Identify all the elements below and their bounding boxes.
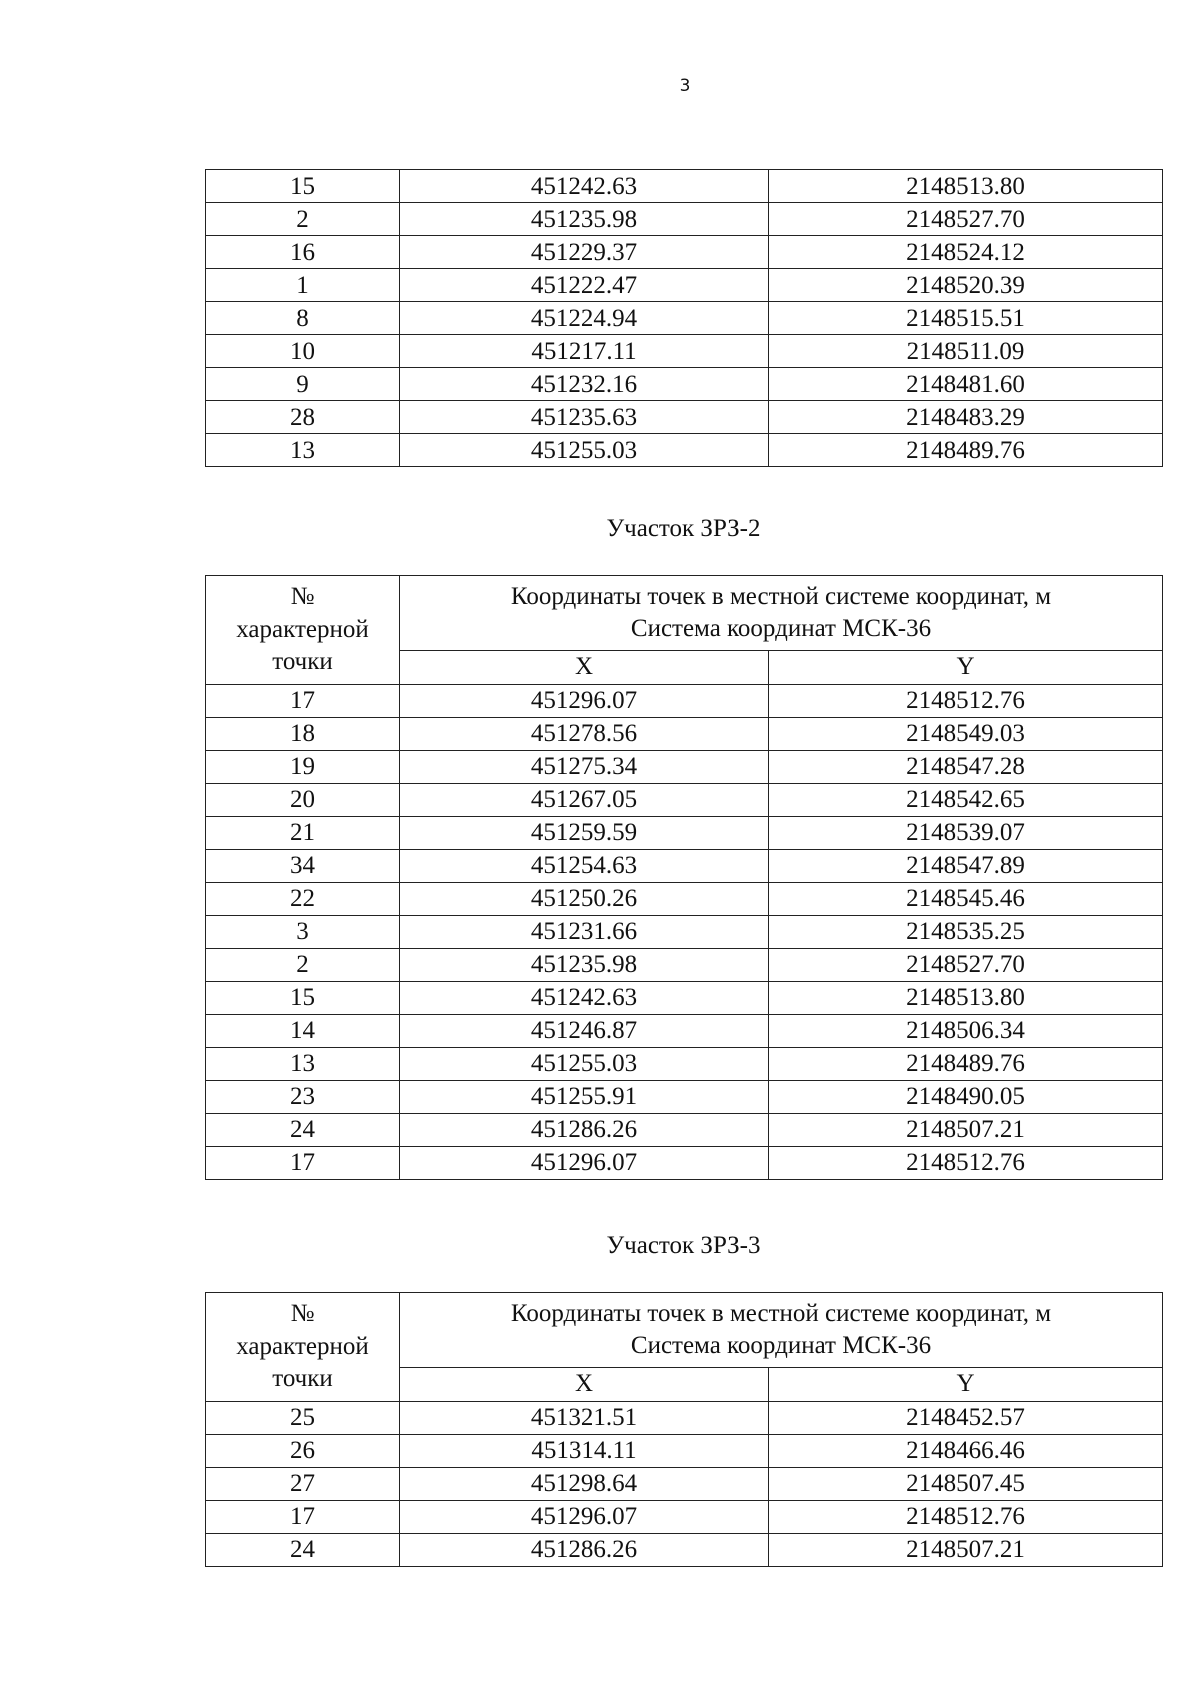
y-coordinate-cell: 2148507.21 bbox=[769, 1533, 1163, 1566]
y-coordinate-cell: 2148524.12 bbox=[769, 236, 1163, 269]
table-header bbox=[206, 576, 1163, 685]
table-row bbox=[206, 203, 1163, 236]
y-coordinate-cell: 2148545.46 bbox=[769, 882, 1163, 915]
point-number-cell: 22 bbox=[206, 882, 400, 915]
y-coordinate-cell: 2148520.39 bbox=[769, 269, 1163, 302]
y-coordinate-cell: 2148489.76 bbox=[769, 1047, 1163, 1080]
header-line: характерной bbox=[236, 615, 369, 643]
point-number-cell: 2 bbox=[206, 948, 400, 981]
y-coordinate-cell: 2148512.76 bbox=[769, 684, 1163, 717]
point-number-header bbox=[206, 576, 400, 685]
coordinates-table-zrz-3 bbox=[205, 1292, 1163, 1567]
y-coordinate-cell: 2148506.34 bbox=[769, 1014, 1163, 1047]
x-column-header: X bbox=[400, 651, 769, 685]
section-title-zrz-2: Участок ЗРЗ-2 bbox=[606, 515, 761, 542]
point-number-cell: 21 bbox=[206, 816, 400, 849]
table-row bbox=[206, 1014, 1163, 1047]
y-coordinate-cell: 2148507.21 bbox=[769, 1113, 1163, 1146]
point-number-cell: 1 bbox=[206, 269, 400, 302]
table-row bbox=[206, 1533, 1163, 1566]
point-number-cell: 14 bbox=[206, 1014, 400, 1047]
point-number-cell: 23 bbox=[206, 1080, 400, 1113]
table-row bbox=[206, 849, 1163, 882]
table-row bbox=[206, 816, 1163, 849]
x-coordinate-cell: 451242.63 bbox=[400, 170, 769, 203]
table-row bbox=[206, 915, 1163, 948]
x-coordinate-cell: 451246.87 bbox=[400, 1014, 769, 1047]
y-coordinate-cell: 2148512.76 bbox=[769, 1500, 1163, 1533]
x-coordinate-cell: 451286.26 bbox=[400, 1533, 769, 1566]
x-column-header: X bbox=[400, 1368, 769, 1402]
point-number-cell: 18 bbox=[206, 717, 400, 750]
y-coordinate-cell: 2148452.57 bbox=[769, 1401, 1163, 1434]
table-row bbox=[206, 981, 1163, 1014]
x-coordinate-cell: 451255.03 bbox=[400, 434, 769, 467]
header-line: точки bbox=[272, 1365, 333, 1392]
page-number: 3 bbox=[679, 76, 691, 96]
table-row bbox=[206, 1146, 1163, 1179]
y-coordinate-cell: 2148539.07 bbox=[769, 816, 1163, 849]
y-coordinate-cell: 2148515.51 bbox=[769, 302, 1163, 335]
table-body bbox=[206, 170, 1163, 467]
point-number-cell: 28 bbox=[206, 401, 400, 434]
point-number-cell: 27 bbox=[206, 1467, 400, 1500]
y-coordinate-cell: 2148481.60 bbox=[769, 368, 1163, 401]
header-line: № bbox=[290, 583, 315, 610]
x-coordinate-cell: 451217.11 bbox=[400, 335, 769, 368]
header-line: Координаты точек в местной системе координат, м bbox=[510, 582, 1052, 610]
x-coordinate-cell: 451255.03 bbox=[400, 1047, 769, 1080]
point-number-cell: 26 bbox=[206, 1434, 400, 1467]
point-number-cell: 17 bbox=[206, 1146, 400, 1179]
point-number-cell: 24 bbox=[206, 1533, 400, 1566]
y-coordinate-cell: 2148527.70 bbox=[769, 948, 1163, 981]
x-coordinate-cell: 451224.94 bbox=[400, 302, 769, 335]
x-coordinate-cell: 451314.11 bbox=[400, 1434, 769, 1467]
point-number-cell: 15 bbox=[206, 170, 400, 203]
y-coordinate-cell: 2148490.05 bbox=[769, 1080, 1163, 1113]
table-body bbox=[206, 1401, 1163, 1566]
table-row bbox=[206, 1047, 1163, 1080]
x-coordinate-cell: 451259.59 bbox=[400, 816, 769, 849]
y-coordinate-cell: 2148535.25 bbox=[769, 915, 1163, 948]
x-coordinate-cell: 451229.37 bbox=[400, 236, 769, 269]
point-number-cell: 2 bbox=[206, 203, 400, 236]
point-number-cell: 13 bbox=[206, 1047, 400, 1080]
table-row bbox=[206, 882, 1163, 915]
point-number-cell: 24 bbox=[206, 1113, 400, 1146]
x-coordinate-cell: 451296.07 bbox=[400, 684, 769, 717]
table-row bbox=[206, 684, 1163, 717]
point-number-cell: 9 bbox=[206, 368, 400, 401]
y-coordinate-cell: 2148489.76 bbox=[769, 434, 1163, 467]
x-coordinate-cell: 451267.05 bbox=[400, 783, 769, 816]
coordinates-header bbox=[400, 1293, 1163, 1368]
x-coordinate-cell: 451296.07 bbox=[400, 1500, 769, 1533]
table-row bbox=[206, 368, 1163, 401]
point-number-cell: 10 bbox=[206, 335, 400, 368]
header-line: Координаты точек в местной системе координат, м bbox=[510, 1299, 1052, 1327]
x-coordinate-cell: 451278.56 bbox=[400, 717, 769, 750]
point-number-cell: 15 bbox=[206, 981, 400, 1014]
coordinates-header bbox=[400, 576, 1163, 651]
x-coordinate-cell: 451222.47 bbox=[400, 269, 769, 302]
table-row bbox=[206, 717, 1163, 750]
y-coordinate-cell: 2148513.80 bbox=[769, 981, 1163, 1014]
table-row bbox=[206, 948, 1163, 981]
point-number-cell: 20 bbox=[206, 783, 400, 816]
table-row bbox=[206, 1113, 1163, 1146]
header-line: точки bbox=[272, 648, 333, 675]
coordinates-table-continued bbox=[205, 169, 1163, 467]
y-coordinate-cell: 2148527.70 bbox=[769, 203, 1163, 236]
header-line: характерной bbox=[236, 1332, 369, 1360]
y-coordinate-cell: 2148549.03 bbox=[769, 717, 1163, 750]
y-coordinate-cell: 2148507.45 bbox=[769, 1467, 1163, 1500]
point-number-cell: 3 bbox=[206, 915, 400, 948]
point-number-cell: 19 bbox=[206, 750, 400, 783]
x-coordinate-cell: 451286.26 bbox=[400, 1113, 769, 1146]
y-coordinate-cell: 2148547.28 bbox=[769, 750, 1163, 783]
point-number-cell: 17 bbox=[206, 684, 400, 717]
table-body bbox=[206, 684, 1163, 1179]
x-coordinate-cell: 451255.91 bbox=[400, 1080, 769, 1113]
x-coordinate-cell: 451242.63 bbox=[400, 981, 769, 1014]
table-row bbox=[206, 1434, 1163, 1467]
y-coordinate-cell: 2148512.76 bbox=[769, 1146, 1163, 1179]
header-line: Система координат МСК-36 bbox=[630, 615, 932, 642]
x-coordinate-cell: 451321.51 bbox=[400, 1401, 769, 1434]
table-row bbox=[206, 1080, 1163, 1113]
table-header bbox=[206, 1293, 1163, 1402]
table-row bbox=[206, 302, 1163, 335]
y-coordinate-cell: 2148547.89 bbox=[769, 849, 1163, 882]
table-row bbox=[206, 434, 1163, 467]
x-coordinate-cell: 451275.34 bbox=[400, 750, 769, 783]
table-row bbox=[206, 1500, 1163, 1533]
x-coordinate-cell: 451232.16 bbox=[400, 368, 769, 401]
x-coordinate-cell: 451296.07 bbox=[400, 1146, 769, 1179]
table-row bbox=[206, 269, 1163, 302]
table-row bbox=[206, 750, 1163, 783]
point-number-cell: 13 bbox=[206, 434, 400, 467]
x-coordinate-cell: 451298.64 bbox=[400, 1467, 769, 1500]
point-number-cell: 16 bbox=[206, 236, 400, 269]
table-row bbox=[206, 1467, 1163, 1500]
y-coordinate-cell: 2148483.29 bbox=[769, 401, 1163, 434]
y-column-header: Y bbox=[769, 1368, 1163, 1402]
x-coordinate-cell: 451235.98 bbox=[400, 948, 769, 981]
y-coordinate-cell: 2148466.46 bbox=[769, 1434, 1163, 1467]
header-line: Система координат МСК-36 bbox=[630, 1332, 932, 1359]
header-line: № bbox=[290, 1300, 315, 1327]
section-title-zrz-3: Участок ЗРЗ-3 bbox=[606, 1232, 761, 1259]
table-row bbox=[206, 1401, 1163, 1434]
point-number-cell: 8 bbox=[206, 302, 400, 335]
table-row bbox=[206, 236, 1163, 269]
x-coordinate-cell: 451235.98 bbox=[400, 203, 769, 236]
x-coordinate-cell: 451231.66 bbox=[400, 915, 769, 948]
point-number-cell: 25 bbox=[206, 1401, 400, 1434]
x-coordinate-cell: 451254.63 bbox=[400, 849, 769, 882]
x-coordinate-cell: 451250.26 bbox=[400, 882, 769, 915]
table-row bbox=[206, 401, 1163, 434]
point-number-cell: 34 bbox=[206, 849, 400, 882]
table-row bbox=[206, 783, 1163, 816]
coordinates-table-zrz-2 bbox=[205, 575, 1163, 1180]
point-number-header bbox=[206, 1293, 400, 1402]
x-coordinate-cell: 451235.63 bbox=[400, 401, 769, 434]
point-number-cell: 17 bbox=[206, 1500, 400, 1533]
y-coordinate-cell: 2148542.65 bbox=[769, 783, 1163, 816]
y-column-header: Y bbox=[769, 651, 1163, 685]
y-coordinate-cell: 2148513.80 bbox=[769, 170, 1163, 203]
y-coordinate-cell: 2148511.09 bbox=[769, 335, 1163, 368]
table-row bbox=[206, 335, 1163, 368]
table-row bbox=[206, 170, 1163, 203]
